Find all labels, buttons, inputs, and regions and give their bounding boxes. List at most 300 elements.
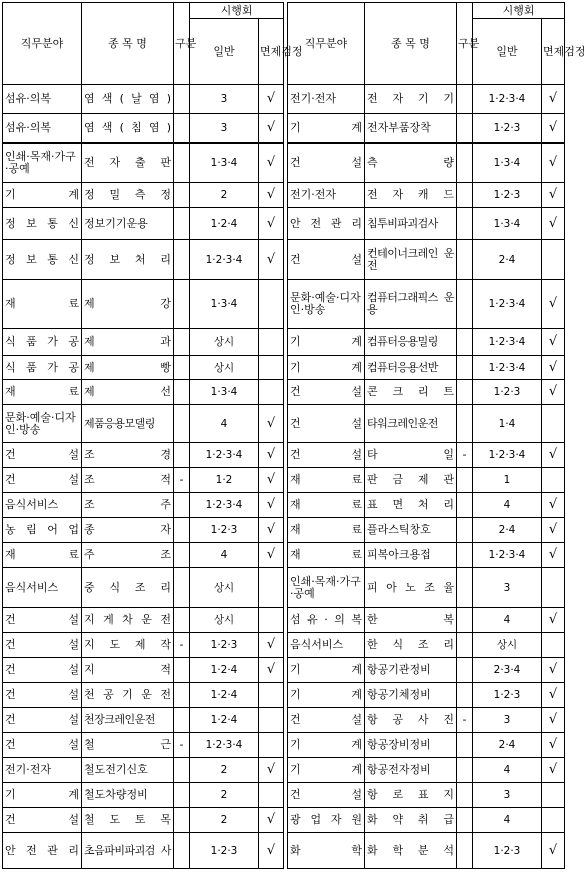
item-cell: 조 적 xyxy=(82,468,174,493)
table-row xyxy=(288,405,565,443)
exempt-check-cell: √ xyxy=(259,240,284,280)
item-cell: 컴퓨터그래픽스 운 용 xyxy=(365,280,457,329)
exempt-check-cell: √ xyxy=(542,708,565,733)
item-cell: 컴퓨터응용밀링 xyxy=(365,329,457,356)
field-cell: 광 업 자 원 xyxy=(288,808,365,833)
field-cell: 전기·전자 xyxy=(288,183,365,208)
division-cell xyxy=(457,683,473,708)
field-cell: 건 설 xyxy=(3,608,82,633)
division-cell xyxy=(174,380,190,405)
general-round-cell: 1·3·4 xyxy=(190,380,259,405)
item-cell: 정 밀 측 정 xyxy=(82,183,174,208)
general-round-cell: 1·3·4 xyxy=(190,280,259,329)
item-cell: 항공기관정비 xyxy=(365,658,457,683)
table-row xyxy=(3,808,284,833)
item-cell: 지 게 차 운 전 xyxy=(82,608,174,633)
general-round-cell: 1·2·4 xyxy=(190,708,259,733)
division-cell xyxy=(174,518,190,543)
exempt-check-cell xyxy=(259,568,284,608)
item-cell: 타워크레인운전 xyxy=(365,405,457,443)
field-cell: 기 계 xyxy=(288,658,365,683)
item-cell: 항 로 표 지 xyxy=(365,783,457,808)
division-cell xyxy=(457,833,473,869)
item-cell: 전자부품장착 xyxy=(365,114,457,143)
table-row xyxy=(3,280,284,329)
field-cell: 문화·예술·디자인·방송 xyxy=(3,405,82,443)
item-cell: 항 공 사 진 xyxy=(365,708,457,733)
item-cell: 지 도 제 작 xyxy=(82,633,174,658)
general-round-cell: 1 xyxy=(473,468,542,493)
division-cell xyxy=(174,568,190,608)
item-cell: 정보기기운용 xyxy=(82,208,174,240)
division-cell xyxy=(174,85,190,114)
division-cell xyxy=(174,208,190,240)
field-cell: 기 계 xyxy=(288,683,365,708)
field-cell: 기 계 xyxy=(288,356,365,380)
exempt-check-cell: √ xyxy=(259,543,284,568)
division-cell xyxy=(457,356,473,380)
table-row xyxy=(288,808,565,833)
field-cell: 재 료 xyxy=(288,518,365,543)
item-cell: 피 아 노 조 율 xyxy=(365,568,457,608)
general-round-cell: 4 xyxy=(190,405,259,443)
exempt-check-cell: √ xyxy=(259,85,284,114)
division-cell xyxy=(457,240,473,280)
field-cell: 기 계 xyxy=(288,758,365,783)
header-field: 직무분야 xyxy=(288,3,365,85)
exempt-check-cell: √ xyxy=(259,183,284,208)
header-exam: 시행회 xyxy=(190,3,284,19)
header-general: 일반 xyxy=(473,19,542,85)
table-row xyxy=(288,114,565,143)
item-cell: 철 근 xyxy=(82,733,174,758)
division-cell xyxy=(457,329,473,356)
item-cell: 표 면 처 리 xyxy=(365,493,457,518)
header-field: 직무분야 xyxy=(3,3,82,85)
division-cell xyxy=(174,658,190,683)
field-cell: 문화·예술·디자인·방송 xyxy=(288,280,365,329)
field-cell: 건 설 xyxy=(288,708,365,733)
exempt-check-cell: √ xyxy=(542,758,565,783)
division-cell xyxy=(174,608,190,633)
exempt-check-cell: √ xyxy=(542,543,565,568)
field-cell: 재 료 xyxy=(288,468,365,493)
item-cell: 항공장비정비 xyxy=(365,733,457,758)
table-row xyxy=(288,240,565,280)
exempt-check-cell xyxy=(259,783,284,808)
item-cell: 주 조 xyxy=(82,543,174,568)
item-cell: 한 복 xyxy=(365,608,457,633)
general-round-cell: 1·3·4 xyxy=(190,143,259,183)
field-cell: 섬유·의복 xyxy=(3,85,82,114)
general-round-cell: 1·2·3·4 xyxy=(473,356,542,380)
table-row xyxy=(3,568,284,608)
general-round-cell: 1·2·3 xyxy=(473,833,542,869)
exempt-check-cell: √ xyxy=(542,85,565,114)
table-row xyxy=(3,493,284,518)
general-round-cell: 2 xyxy=(190,758,259,783)
division-cell xyxy=(457,658,473,683)
division-cell xyxy=(457,380,473,405)
field-cell: 건 설 xyxy=(3,468,82,493)
division-cell xyxy=(174,405,190,443)
exempt-check-cell: √ xyxy=(542,493,565,518)
field-cell: 재 료 xyxy=(288,493,365,518)
division-cell xyxy=(174,758,190,783)
general-round-cell: 1·2·3 xyxy=(473,183,542,208)
item-cell: 제 빵 xyxy=(82,356,174,380)
table-row xyxy=(3,208,284,240)
table-row xyxy=(288,280,565,329)
exempt-check-cell: √ xyxy=(542,683,565,708)
table-row xyxy=(3,633,284,658)
exempt-check-cell: √ xyxy=(542,658,565,683)
division-cell xyxy=(457,808,473,833)
general-round-cell: 1·2·4 xyxy=(190,208,259,240)
field-cell: 안 전 관 리 xyxy=(3,833,82,869)
general-round-cell: 4 xyxy=(473,493,542,518)
general-round-cell: 3 xyxy=(473,708,542,733)
field-cell: 건 설 xyxy=(3,733,82,758)
table-row xyxy=(288,356,565,380)
table-row xyxy=(288,608,565,633)
table-row xyxy=(3,114,284,143)
general-round-cell: 1·4 xyxy=(473,405,542,443)
exempt-check-cell: √ xyxy=(259,493,284,518)
division-cell xyxy=(174,808,190,833)
general-round-cell: 2·4 xyxy=(473,518,542,543)
division-cell xyxy=(174,493,190,518)
table-row xyxy=(3,658,284,683)
header-item: 종 목 명 xyxy=(365,3,457,85)
table-row xyxy=(3,329,284,356)
division-cell xyxy=(174,183,190,208)
item-cell: 측 량 xyxy=(365,143,457,183)
header-exam: 시행회 xyxy=(473,3,565,19)
item-cell: 정 보 처 리 xyxy=(82,240,174,280)
item-cell: 컴퓨터응용선반 xyxy=(365,356,457,380)
exempt-check-cell xyxy=(542,468,565,493)
general-round-cell: 2·4 xyxy=(473,733,542,758)
item-cell: 제 과 xyxy=(82,329,174,356)
left-table xyxy=(2,2,303,869)
division-cell: - xyxy=(174,733,190,758)
header-division: 구분 xyxy=(174,3,190,85)
exempt-check-cell: √ xyxy=(542,733,565,758)
item-cell: 한 식 조 리 xyxy=(365,633,457,658)
table-row xyxy=(3,443,284,468)
table-row xyxy=(3,783,284,808)
field-cell: 재 료 xyxy=(3,280,82,329)
field-cell: 기 계 xyxy=(288,114,365,143)
field-cell: 건 설 xyxy=(3,658,82,683)
field-cell: 정 보 통 신 xyxy=(3,240,82,280)
field-cell: 재 료 xyxy=(3,543,82,568)
table-row xyxy=(3,708,284,733)
general-round-cell: 1·2·3 xyxy=(473,114,542,143)
exempt-check-cell: √ xyxy=(259,808,284,833)
division-cell xyxy=(457,758,473,783)
general-round-cell: 1·3·4 xyxy=(473,208,542,240)
exempt-check-cell xyxy=(542,240,565,280)
header-exempt: 면제검정 xyxy=(259,19,284,85)
item-cell: 플라스틱창호 xyxy=(365,518,457,543)
general-round-cell: 1·2·3 xyxy=(473,380,542,405)
division-cell xyxy=(457,493,473,518)
item-cell: 조 주 xyxy=(82,493,174,518)
division-cell: - xyxy=(457,708,473,733)
exempt-check-cell: √ xyxy=(542,143,565,183)
division-cell xyxy=(174,240,190,280)
item-cell: 전 자 기 기 xyxy=(365,85,457,114)
header-general: 일반 xyxy=(190,19,259,85)
item-cell: 천장크레인운전 xyxy=(82,708,174,733)
exempt-check-cell: √ xyxy=(259,468,284,493)
general-round-cell: 3 xyxy=(473,783,542,808)
field-cell: 식 품 가 공 xyxy=(3,329,82,356)
field-cell: 음식서비스 xyxy=(3,493,82,518)
division-cell xyxy=(174,708,190,733)
table-row xyxy=(3,468,284,493)
field-cell: 건 설 xyxy=(3,683,82,708)
general-round-cell: 2 xyxy=(190,183,259,208)
field-cell: 섬 유 · 의 복 xyxy=(288,608,365,633)
item-cell: 조 경 xyxy=(82,443,174,468)
exempt-check-cell: √ xyxy=(259,443,284,468)
exempt-check-cell: √ xyxy=(259,143,284,183)
header-division: 구분 xyxy=(457,3,473,85)
division-cell xyxy=(457,543,473,568)
exempt-check-cell: √ xyxy=(542,380,565,405)
general-round-cell: 1·2 xyxy=(190,468,259,493)
field-cell: 건 설 xyxy=(288,240,365,280)
field-cell: 정 보 통 신 xyxy=(3,208,82,240)
division-cell xyxy=(174,543,190,568)
table-row xyxy=(288,568,565,608)
field-cell: 음식서비스 xyxy=(3,568,82,608)
field-cell: 섬유·의복 xyxy=(3,114,82,143)
exempt-check-cell: √ xyxy=(259,658,284,683)
field-cell: 기 계 xyxy=(288,329,365,356)
division-cell xyxy=(457,85,473,114)
field-cell: 건 설 xyxy=(288,405,365,443)
table-row xyxy=(3,518,284,543)
table-row xyxy=(288,633,565,658)
division-cell xyxy=(457,143,473,183)
general-round-cell: 2·3·4 xyxy=(473,658,542,683)
table-row xyxy=(3,543,284,568)
field-cell: 건 설 xyxy=(3,633,82,658)
general-round-cell: 1·2·4 xyxy=(190,658,259,683)
exempt-check-cell: √ xyxy=(259,405,284,443)
exempt-check-cell: √ xyxy=(542,329,565,356)
field-cell: 전기·전자 xyxy=(288,85,365,114)
general-round-cell: 1·2·3·4 xyxy=(190,493,259,518)
item-cell: 전 자 출 판 xyxy=(82,143,174,183)
field-cell: 건 설 xyxy=(288,380,365,405)
table-row xyxy=(3,758,284,783)
table-row xyxy=(288,783,565,808)
table-row xyxy=(288,493,565,518)
field-cell: 식 품 가 공 xyxy=(3,356,82,380)
item-cell: 염 색 ( 날 염 ) xyxy=(82,85,174,114)
header-exempt: 면제검정 xyxy=(542,19,565,85)
table-row xyxy=(3,833,284,869)
general-round-cell: 2 xyxy=(190,808,259,833)
table-row xyxy=(288,758,565,783)
item-cell: 철도차량정비 xyxy=(82,783,174,808)
field-cell: 재 료 xyxy=(3,380,82,405)
general-round-cell: 상시 xyxy=(190,356,259,380)
item-cell: 종 자 xyxy=(82,518,174,543)
general-round-cell: 상시 xyxy=(190,568,259,608)
division-cell xyxy=(457,608,473,633)
general-round-cell: 상시 xyxy=(473,633,542,658)
exempt-check-cell: √ xyxy=(542,183,565,208)
general-round-cell: 4 xyxy=(473,608,542,633)
division-cell: - xyxy=(174,633,190,658)
field-cell: 인쇄·목재·가구·공예 xyxy=(288,568,365,608)
item-cell: 컨테이너크레인 운 전 xyxy=(365,240,457,280)
exempt-check-cell: √ xyxy=(259,208,284,240)
table-row xyxy=(288,380,565,405)
general-round-cell: 3 xyxy=(473,568,542,608)
general-round-cell: 1·2·3·4 xyxy=(190,240,259,280)
division-cell xyxy=(174,833,190,869)
exempt-check-cell: √ xyxy=(259,833,284,869)
general-round-cell: 1·2·3·4 xyxy=(473,543,542,568)
division-cell xyxy=(174,143,190,183)
item-cell: 제 선 xyxy=(82,380,174,405)
general-round-cell: 상시 xyxy=(190,329,259,356)
table-row xyxy=(288,208,565,240)
exempt-check-cell: √ xyxy=(542,208,565,240)
exempt-check-cell xyxy=(259,356,284,380)
exempt-check-cell xyxy=(542,633,565,658)
exempt-check-cell: √ xyxy=(542,356,565,380)
exempt-check-cell xyxy=(259,733,284,758)
general-round-cell: 1·2·3 xyxy=(190,518,259,543)
table-row xyxy=(3,183,284,208)
exempt-check-cell: √ xyxy=(542,443,565,468)
table-row xyxy=(288,468,565,493)
table-row xyxy=(288,658,565,683)
exempt-check-cell xyxy=(542,568,565,608)
field-cell: 음식서비스 xyxy=(288,633,365,658)
division-cell xyxy=(174,356,190,380)
table-row xyxy=(288,443,565,468)
item-cell: 초음파비파괴검 사 xyxy=(82,833,174,869)
table-row xyxy=(3,405,284,443)
field-cell: 전기·전자 xyxy=(3,758,82,783)
item-cell: 항공전자정비 xyxy=(365,758,457,783)
item-cell: 제 강 xyxy=(82,280,174,329)
field-cell: 기 계 xyxy=(3,783,82,808)
field-cell: 건 설 xyxy=(3,708,82,733)
general-round-cell: 4 xyxy=(473,808,542,833)
header-item: 종 목 명 xyxy=(82,3,174,85)
general-round-cell: 2 xyxy=(190,783,259,808)
field-cell: 농 림 어 업 xyxy=(3,518,82,543)
right-table xyxy=(287,2,586,869)
exempt-check-cell: √ xyxy=(542,833,565,869)
exempt-check-cell xyxy=(259,608,284,633)
field-cell: 건 설 xyxy=(3,808,82,833)
field-cell: 건 설 xyxy=(288,443,365,468)
general-round-cell: 3 xyxy=(190,85,259,114)
table-row xyxy=(288,518,565,543)
division-cell xyxy=(457,733,473,758)
table-row xyxy=(288,733,565,758)
item-cell: 중 식 조 리 xyxy=(82,568,174,608)
division-cell xyxy=(457,468,473,493)
item-cell: 판 금 제 관 xyxy=(365,468,457,493)
field-cell: 인쇄·목재·가구·공예 xyxy=(3,143,82,183)
item-cell: 철 도 토 목 xyxy=(82,808,174,833)
item-cell: 지 적 xyxy=(82,658,174,683)
exempt-check-cell: √ xyxy=(259,518,284,543)
general-round-cell: 1·2·4 xyxy=(190,683,259,708)
exempt-check-cell xyxy=(259,280,284,329)
field-cell: 건 설 xyxy=(3,443,82,468)
table-row xyxy=(3,683,284,708)
general-round-cell: 1·2·3·4 xyxy=(473,443,542,468)
division-cell xyxy=(174,683,190,708)
general-round-cell: 3 xyxy=(190,114,259,143)
division-cell xyxy=(457,280,473,329)
general-round-cell: 4 xyxy=(190,543,259,568)
left-table-body xyxy=(3,85,284,869)
division-cell: - xyxy=(174,468,190,493)
division-cell xyxy=(174,783,190,808)
exempt-check-cell xyxy=(259,329,284,356)
exempt-check-cell xyxy=(259,380,284,405)
general-round-cell: 2·4 xyxy=(473,240,542,280)
general-round-cell: 1·2·3·4 xyxy=(473,329,542,356)
field-cell: 재 료 xyxy=(288,543,365,568)
division-cell xyxy=(457,568,473,608)
exempt-check-cell xyxy=(542,783,565,808)
item-cell: 제품응용모델링 xyxy=(82,405,174,443)
item-cell: 화 학 분 석 xyxy=(365,833,457,869)
item-cell: 전 자 캐 드 xyxy=(365,183,457,208)
general-round-cell: 1·2·3·4 xyxy=(190,733,259,758)
division-cell xyxy=(457,518,473,543)
division-cell xyxy=(174,280,190,329)
division-cell xyxy=(457,633,473,658)
right-table-body xyxy=(288,85,565,869)
division-cell xyxy=(174,114,190,143)
general-round-cell: 4 xyxy=(473,758,542,783)
exempt-check-cell xyxy=(542,808,565,833)
exempt-check-cell: √ xyxy=(542,280,565,329)
exempt-check-cell: √ xyxy=(542,114,565,143)
field-cell: 건 설 xyxy=(288,143,365,183)
item-cell: 항공기체정비 xyxy=(365,683,457,708)
division-cell xyxy=(457,208,473,240)
table-row xyxy=(3,380,284,405)
general-round-cell: 상시 xyxy=(190,608,259,633)
table-row xyxy=(3,356,284,380)
exempt-check-cell: √ xyxy=(542,518,565,543)
table-row xyxy=(288,329,565,356)
table-row xyxy=(3,608,284,633)
table-row xyxy=(288,833,565,869)
exempt-check-cell: √ xyxy=(542,608,565,633)
item-cell: 침투비파괴검사 xyxy=(365,208,457,240)
item-cell: 염 색 ( 침 염 ) xyxy=(82,114,174,143)
division-cell xyxy=(457,183,473,208)
